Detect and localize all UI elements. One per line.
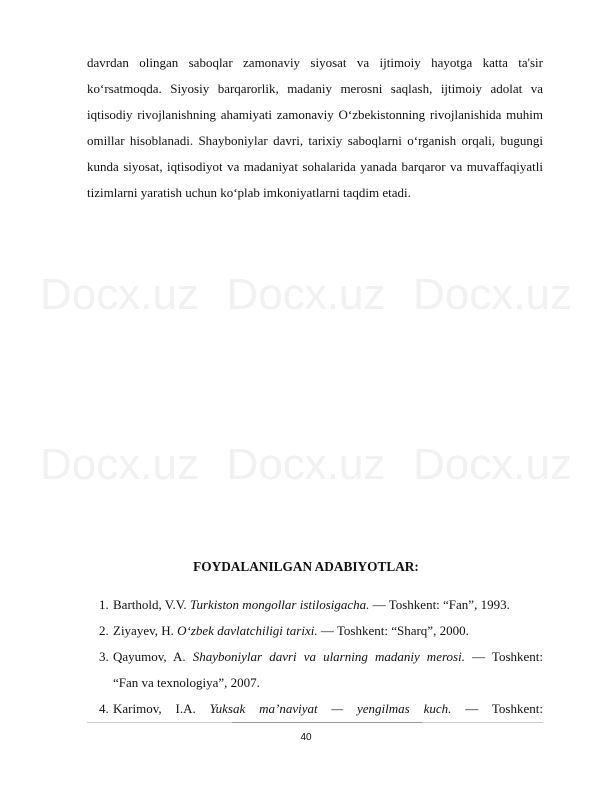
reference-title: Turkiston mongollar istilosigacha. (189, 597, 370, 612)
reference-publisher: — Toshkent: “Sharq”, 2000. (320, 623, 469, 638)
reference-title: Yuksak ma’naviyat — yengilmas kuch. (209, 701, 452, 716)
reference-number: 2. (99, 623, 109, 638)
body-line: kunda siyosat, iqtisodiyot va madaniyat sohalarida yanada barqaror va muvaffaqiyatli (87, 159, 543, 174)
body-line: iqtisodiy rivojlanishning ahamiyati zamonaviy O‘zbekistonning rivojlanishida muhim (87, 107, 543, 122)
reference-number: 3. (99, 649, 109, 664)
body-line: ko‘rsatmoqda. Siyosiy barqarorlik, madaniy merosni saqlash, ijtimoiy adolat va (87, 81, 543, 96)
body-line: omillar hisoblanadi. Shayboniylar davri, tarixiy saboqlarni o‘rganish orqali, bugungi (87, 133, 543, 148)
reference-item (99, 701, 543, 717)
reference-number: 1. (99, 597, 109, 612)
watermark: Docx.uz (226, 270, 386, 319)
reference-title: Shayboniylar davri va ularning madaniy merosi. (192, 649, 465, 664)
reference-author: Barthold, V.V. (113, 597, 187, 612)
watermark-row (40, 270, 572, 320)
watermark: Docx.uz (226, 440, 386, 489)
reference-publisher: — Toshkent: (472, 649, 544, 664)
watermark: Docx.uz (40, 440, 199, 489)
watermark-row (40, 440, 572, 490)
reference-number: 4. (99, 701, 109, 716)
reference-author: Karimov, I.A. (113, 701, 196, 716)
reference-item (99, 649, 544, 665)
watermark: Docx.uz (413, 270, 572, 319)
reference-title: O‘zbek davlatchiligi tarixi. (177, 623, 318, 638)
reference-author: Ziyayev, H. (113, 623, 174, 638)
reference-author: Qayumov, A. (113, 649, 186, 664)
reference-item (99, 623, 543, 639)
reference-publisher: — Toshkent: (465, 701, 543, 716)
watermark: Docx.uz (40, 270, 199, 319)
reference-publisher: — Toshkent: “Fan”, 1993. (372, 597, 510, 612)
page-number: 40 (300, 732, 312, 743)
reference-continuation: “Fan va texnologiya”, 2007. (113, 675, 260, 690)
body-line: davrdan olingan saboqlar zamonaviy siyosat va ijtimoiy hayotga katta ta'sir (87, 55, 543, 70)
reference-item (99, 597, 543, 613)
footer-divider (232, 722, 422, 723)
body-line: tizimlarni yaratish uchun ko‘plab imkoniyatlarni taqdim etadi. (87, 185, 411, 200)
references-heading: FOYDALANILGAN ADABIYOTLAR: (193, 559, 419, 574)
watermark: Docx.uz (413, 440, 572, 489)
